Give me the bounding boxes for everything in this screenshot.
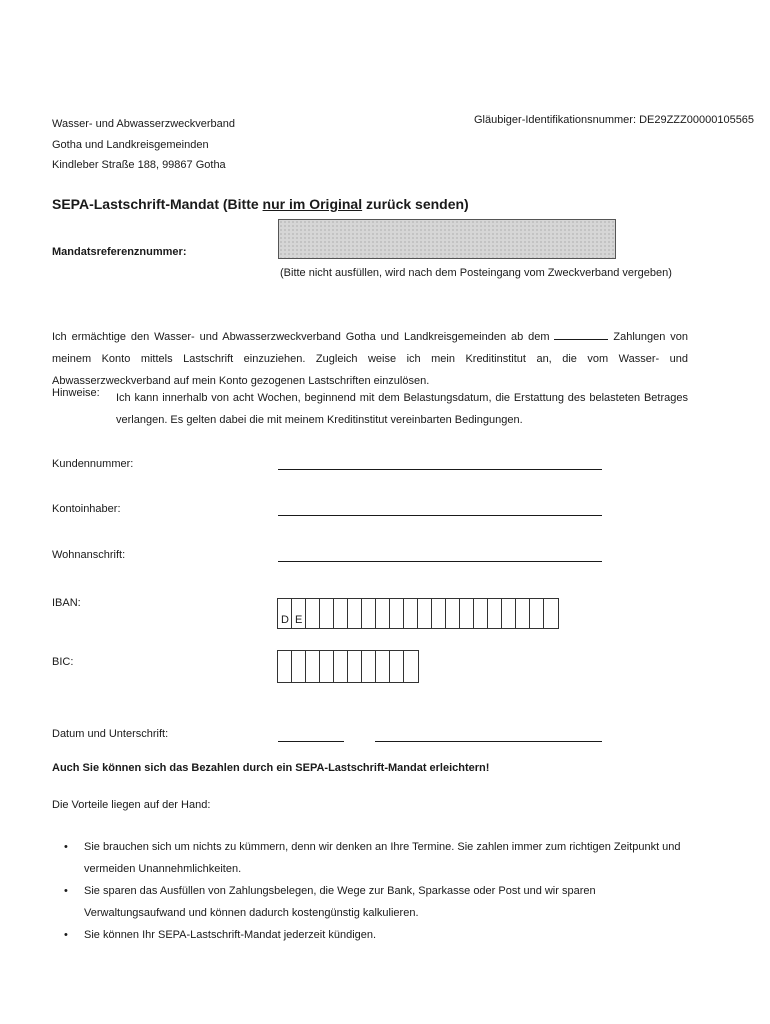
bic-label: BIC: xyxy=(52,656,74,668)
bic-cell[interactable] xyxy=(376,651,390,682)
iban-cell[interactable] xyxy=(446,599,460,628)
sender-line-3: Kindleber Straße 188, 99867 Gotha xyxy=(52,159,226,171)
kundennummer-line[interactable] xyxy=(278,469,602,470)
title-prefix: SEPA-Lastschrift-Mandat (Bitte xyxy=(52,196,263,212)
iban-cell[interactable] xyxy=(390,599,404,628)
iban-char-1: D xyxy=(281,614,289,626)
iban-cell[interactable] xyxy=(474,599,488,628)
iban-cell[interactable] xyxy=(418,599,432,628)
bic-cell[interactable] xyxy=(306,651,320,682)
iban-cell[interactable] xyxy=(320,599,334,628)
start-date-blank[interactable] xyxy=(554,329,608,340)
hinweise-text: Ich kann innerhalb von acht Wochen, beginnend mit dem Belastungsdatum, die Erstattung des belasteten Betrages verlangen. Es gelten dabei die mit meinem Kreditinstitut vereinbarten Bedingungen. xyxy=(116,392,688,426)
sender-line-1: Wasser- und Abwasserzweckverband xyxy=(52,118,236,130)
iban-cell[interactable] xyxy=(334,599,348,628)
iban-cell[interactable] xyxy=(292,599,306,628)
bullet-icon: • xyxy=(64,841,68,853)
bullet-icon: • xyxy=(64,885,68,897)
signature-line[interactable] xyxy=(375,741,602,742)
bic-cell[interactable] xyxy=(292,651,306,682)
vorteile-intro: Die Vorteile liegen auf der Hand: xyxy=(52,799,211,811)
bic-cell[interactable] xyxy=(362,651,376,682)
benefit-text: Sie brauchen sich um nichts zu kümmern, denn wir denken an Ihre Termine. Sie zahlen immer zum richtigen Zeitpunkt und vermeiden Unannehmlichkeiten. xyxy=(84,841,681,875)
iban-char-2: E xyxy=(295,614,303,626)
iban-cell[interactable] xyxy=(502,599,516,628)
form-title xyxy=(52,196,469,212)
iban-cell[interactable] xyxy=(516,599,530,628)
promo-heading: Auch Sie können sich das Bezahlen durch ein SEPA-Lastschrift-Mandat erleichtern! xyxy=(52,762,490,774)
bic-cell[interactable] xyxy=(334,651,348,682)
iban-cell[interactable] xyxy=(544,599,558,628)
iban-grid[interactable] xyxy=(277,598,559,629)
kontoinhaber-line[interactable] xyxy=(278,515,602,516)
bic-cell[interactable] xyxy=(390,651,404,682)
mandate-ref-label: Mandatsreferenznummer: xyxy=(52,246,187,258)
iban-cell[interactable] xyxy=(362,599,376,628)
sender-address xyxy=(52,114,235,176)
benefit-text: Sie können Ihr SEPA-Lastschrift-Mandat jederzeit kündigen. xyxy=(84,929,377,941)
iban-cell[interactable] xyxy=(432,599,446,628)
iban-cell[interactable] xyxy=(278,599,292,628)
bic-cell[interactable] xyxy=(278,651,292,682)
title-underlined: nur im Original xyxy=(262,196,363,212)
hinweise-label: Hinweise: xyxy=(52,387,100,399)
authorization-part-1: Ich ermächtige den Wasser- und Abwasserzweckverband Gotha und Landkreisgemeinden ab dem xyxy=(52,331,555,343)
authorization-text xyxy=(52,326,688,392)
mandate-ref-box xyxy=(278,219,616,259)
iban-cell[interactable] xyxy=(460,599,474,628)
mandate-ref-note: (Bitte nicht ausfüllen, wird nach dem Posteingang vom Zweckverband vergeben) xyxy=(280,267,672,279)
list-item xyxy=(58,924,690,946)
bic-cell[interactable] xyxy=(404,651,418,682)
list-item xyxy=(58,880,690,924)
bic-grid[interactable] xyxy=(277,650,419,683)
bullet-icon: • xyxy=(64,929,68,941)
benefit-text: Sie sparen das Ausfüllen von Zahlungsbelegen, die Wege zur Bank, Sparkasse oder Post und wir sparen Verwaltungsaufwand und können dadurch kostengünstig kalkulieren. xyxy=(84,885,596,919)
list-item xyxy=(58,836,690,880)
benefits-list xyxy=(58,836,690,946)
iban-cell[interactable] xyxy=(404,599,418,628)
iban-cell[interactable] xyxy=(530,599,544,628)
iban-cell[interactable] xyxy=(306,599,320,628)
datum-label: Datum und Unterschrift: xyxy=(52,728,169,740)
iban-cell[interactable] xyxy=(376,599,390,628)
iban-cell[interactable] xyxy=(348,599,362,628)
title-suffix: zurück senden) xyxy=(362,196,469,212)
creditor-id: Gläubiger-Identifikationsnummer: DE29ZZZ00000105565 xyxy=(474,114,755,126)
bic-cell[interactable] xyxy=(320,651,334,682)
authorization-part-2: Zahlungen von meinem Konto mittels Lastschrift einzuziehen. Zugleich weise ich mein Kreditinstitut an, die vom Wasser- und Abwasserzweckverband auf mein Konto gezogenen Lastschriften einzulösen. xyxy=(52,331,688,387)
sender-line-2: Gotha und Landkreisgemeinden xyxy=(52,138,209,151)
bic-cell[interactable] xyxy=(348,651,362,682)
kundennummer-label: Kundennummer: xyxy=(52,458,134,470)
wohnanschrift-label: Wohnanschrift: xyxy=(52,549,126,561)
date-line[interactable] xyxy=(278,741,344,742)
kontoinhaber-label: Kontoinhaber: xyxy=(52,503,121,515)
wohnanschrift-line[interactable] xyxy=(278,561,602,562)
iban-label: IBAN: xyxy=(52,597,81,609)
iban-cell[interactable] xyxy=(488,599,502,628)
